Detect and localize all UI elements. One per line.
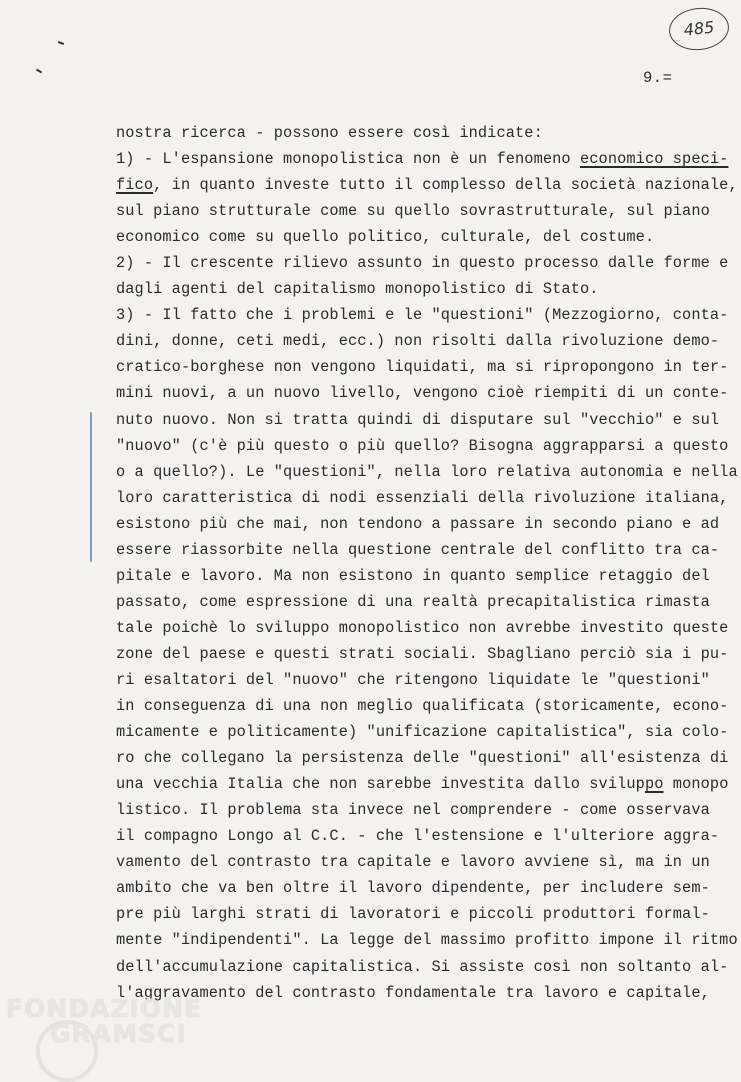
text-line: essere riassorbite nella questione centrale del conflitto tra ca-: [116, 540, 720, 559]
text-line: micamente e politicamente) "unificazione capitalistica", sia colo-: [116, 723, 729, 742]
margin-annotation-line: [90, 412, 92, 562]
text-line: dagli agenti del capitalismo monopolistico di Stato.: [116, 280, 599, 299]
text-line: listico. Il problema sta invece nel comprendere - come osservava: [116, 801, 710, 820]
text-line: "nuovo" (c'è più questo o più quello? Bisogna aggrapparsi a questo: [116, 436, 729, 455]
text-line: dell'accumulazione capitalistica. Si assiste così non soltanto al-: [116, 957, 729, 976]
text-line: fico, in quanto investe tutto il complesso della società nazionale,: [116, 176, 738, 195]
watermark-line: GRAMSCI: [50, 1019, 187, 1048]
text-line: ri esaltatori del "nuovo" che ritengono liquidate le "questioni": [116, 670, 710, 689]
text-line: loro caratteristica di nodi essenziali della rivoluzione italiana,: [116, 488, 729, 507]
underlined-text: fico: [116, 176, 154, 195]
text-line: vamento del contrasto tra capitale e lavoro avviene sì, ma in un: [116, 853, 710, 872]
text-line: pitale e lavoro. Ma non esistono in quanto semplice retaggio del: [116, 566, 710, 585]
text-line: esistono più che mai, non tendono a passare in secondo piano e ad: [116, 514, 720, 533]
text-line: il compagno Longo al C.C. - che l'estensione e l'ulteriore aggra-: [116, 827, 720, 846]
text-line: passato, come espressione di una realtà precapitalistica rimasta: [116, 592, 710, 611]
pen-mark: [58, 41, 64, 45]
text-line: mente "indipendenti". La legge del massimo profitto impone il ritmo: [116, 931, 738, 950]
watermark-line: FONDAZIONE: [6, 994, 203, 1023]
text-line: in conseguenza di una non meglio qualificata (storicamente, econo-: [116, 697, 729, 716]
pen-mark: [36, 69, 42, 74]
text-line: economico come su quello politico, culturale, del costume.: [116, 228, 655, 247]
text-line: cratico-borghese non vengono liquidati, ma si ripropongono in ter-: [116, 358, 729, 377]
text-line: tale poichè lo sviluppo monopolistico non avrebbe investito queste: [116, 618, 729, 637]
text-line: nuto nuovo. Non si tratta quindi di disputare sul "vecchio" e sul: [116, 410, 720, 429]
archive-number-stamp: 485: [667, 5, 731, 53]
text-line: l'aggravamento del contrasto fondamentale tra lavoro e capitale,: [116, 983, 710, 1002]
text-line: mini nuovi, a un nuovo livello, vengono cioè riempiti di un conte-: [116, 384, 729, 403]
underlined-text: economico speci-: [579, 150, 729, 169]
text-line: 2) - Il crescente rilievo assunto in questo processo dalle forme e: [116, 254, 729, 273]
text-line: una vecchia Italia che non sarebbe investita dallo sviluppo monopo: [116, 775, 729, 794]
text-line: ambito che va ben oltre il lavoro dipendente, per includere sem-: [116, 879, 710, 898]
text-line: sul piano strutturale come su quello sovrastrutturale, sul piano: [116, 202, 710, 221]
text-line: nostra ricerca - possono essere così indicate:: [116, 124, 543, 142]
body-text: [116, 120, 738, 1006]
text-line: dini, donne, ceti medi, ecc.) non risolti dalla rivoluzione demo-: [116, 332, 720, 351]
text-line: zone del paese e questi strati sociali. Sbagliano perciò sia i pu-: [116, 644, 729, 663]
text-line: 3) - Il fatto che i problemi e le "questioni" (Mezzogiorno, conta-: [116, 306, 729, 325]
text-line: o a quello?). Le "questioni", nella loro relativa autonomia e nella: [116, 462, 738, 481]
page-number: 9.=: [643, 69, 673, 87]
text-line: 1) - L'espansione monopolistica non è un fenomeno economico speci-: [116, 150, 729, 169]
text-line: ro che collegano la persistenza delle "questioni" all'esistenza di: [116, 749, 729, 768]
text-line: pre più larghi strati di lavoratori e piccoli produttori formal-: [116, 905, 710, 924]
underlined-text: po: [644, 775, 664, 794]
watermark: [6, 996, 206, 1046]
